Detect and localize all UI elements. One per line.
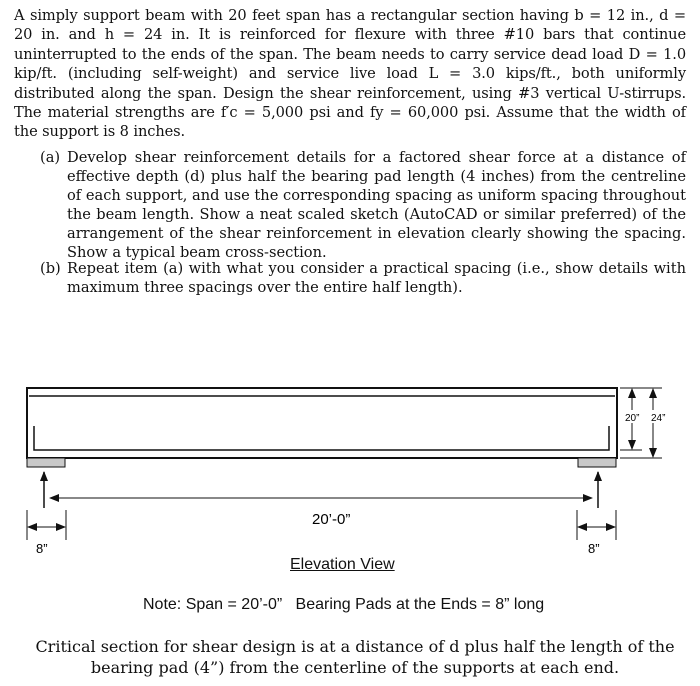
problem-statement: A simply support beam with 20 feet span has a rectangular section having b = 12 in., d = 20 in. and h = 24 in. It is reinforced for flexure with three #10 bars that continue uninterrupted to the ends of the span. The beam needs to carry service dead load D = 1.0 kip/ft. (including self-weight) and service live load L = 3.0 kips/ft., both uniformly distributed along the span. Design the shear reinforcement, using #3 vertical U-stirrups. The material strengths are f′c = 5,000 psi and fy = 60,000 psi. Assume that the width of the support is 8 inches. [14,7,686,141]
item-b-text: Repeat item (a) with what you consider a practical spacing (i.e., show details with maximum three spacings over the entire half length). [67,260,686,296]
depth-h-label: 24” [651,413,666,424]
item-a-label: (a) [40,149,61,166]
item-a-text: Develop shear reinforcement details for a factored shear force at a distance of effective depth (d) plus half the bearing pad length (4 inches) from the centreline of each support, and use the corresponding spacing as uniform spacing throughout the beam length. Show a neat scaled sketch (AutoCAD or similar preferred) of the arrangement of the shear reinforcement in elevation clearly showing the spacing. Show a typical beam cross-section. [67,149,686,261]
item-b-label: (b) [40,260,61,277]
critical-section-note: Critical section for shear design is at a distance of d plus half the length of the bearing pad (4”) from the centerline of the supports at each end. [35,637,675,677]
right-pad-label: 8” [588,541,600,556]
right-bearing-pad [578,458,616,467]
left-pad-label: 8” [36,541,48,556]
span-label: 20’-0” [312,511,351,528]
stirrup-outline [34,426,609,450]
figure-note: Note: Span = 20’-0” Bearing Pads at the Ends = 8” long [143,596,545,613]
beam-outline [27,388,617,458]
left-bearing-pad [27,458,65,467]
depth-d-label: 20” [625,413,640,424]
figure-title: Elevation View [290,556,395,573]
